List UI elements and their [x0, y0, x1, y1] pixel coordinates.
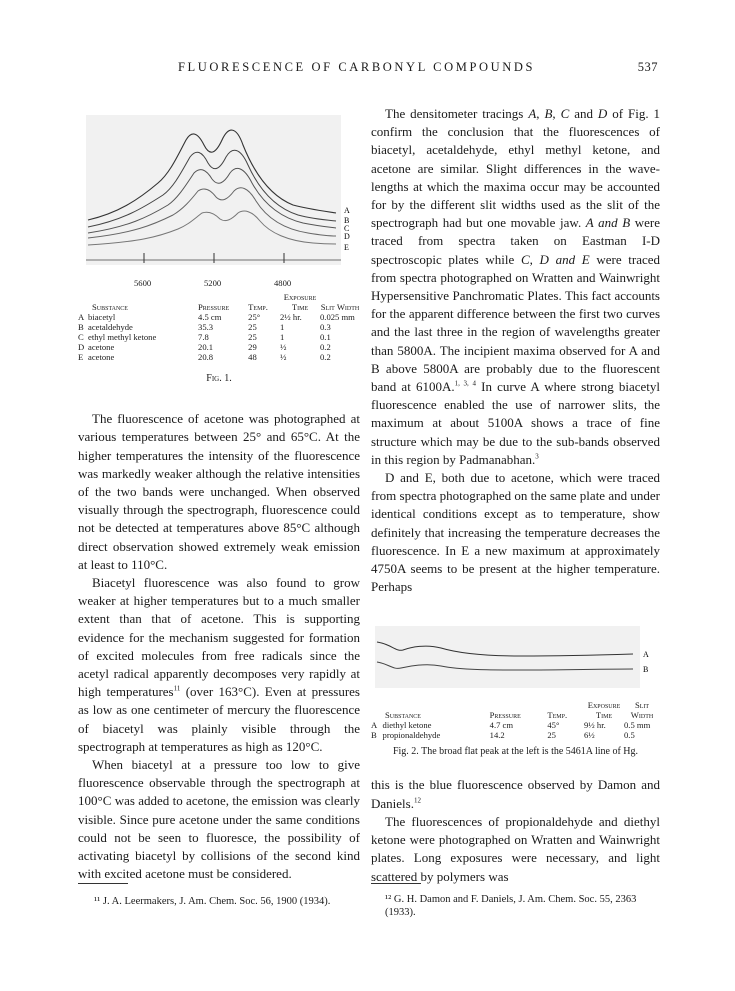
table-row — [78, 322, 360, 332]
row-exposure: ½ — [280, 342, 287, 352]
row-letter: A — [78, 312, 85, 322]
figure-2-plate-background — [375, 626, 640, 688]
row-temp: 29 — [248, 342, 257, 352]
table-header-row — [78, 292, 360, 312]
row-letter: D — [78, 342, 85, 352]
row-pressure: 20.1 — [198, 342, 214, 352]
header-substance: Substance — [92, 302, 128, 312]
wavelength-label-5200: 5200 — [204, 278, 222, 288]
header-pressure: Pressure — [198, 302, 230, 312]
p1-cont2: were traced from spectra photographed on Wratten and Wainwright Hypersensitive Panchromatic Plates. This fact accounts for the apparent difference between the first two curves and the last three in the region of wavelengths greater than 5800A. The incipient maxima observed for A and B above 5800A are probably due to the fluorescent band at 6100A. — [371, 251, 661, 395]
figure-2-caption: Fig. 2. The broad flat peak at the left is the 5461A line of Hg. — [392, 746, 639, 758]
footnote-ref-12: 12 — [413, 796, 421, 805]
row-letter: E — [78, 352, 84, 362]
row-temp: 48 — [248, 352, 257, 362]
row-substance: acetone — [88, 342, 115, 352]
row-substance: propionaldehyde — [382, 730, 441, 741]
footnote-12: ¹² G. H. Damon and F. Daniels, J. Am. Chem. Soc. 55, 2363 (1933). — [385, 894, 637, 918]
row-slit: 0.1 — [320, 332, 331, 342]
page-number: 537 — [637, 60, 658, 74]
curve-label-e: E — [344, 243, 349, 252]
row-slit: 0.025 mm — [320, 312, 355, 322]
p3-text: this is the blue fluorescence observed by Damon and Daniels. — [371, 777, 660, 811]
figure-1-table — [78, 292, 360, 362]
figure-2-table — [371, 700, 660, 740]
header-substance: Substance — [385, 710, 421, 721]
row-slit: 0.2 — [320, 342, 331, 352]
p1-cde: C, D and E — [520, 251, 590, 267]
figure-2 — [371, 622, 660, 758]
row-substance: acetaldehyde — [88, 322, 133, 332]
table-row — [78, 312, 360, 322]
row-temp: 25 — [248, 322, 257, 332]
footnote-ref-11: 11 — [173, 684, 181, 693]
row-slit: 0.5 — [624, 730, 635, 741]
table-header-row — [371, 700, 660, 720]
row-letter: A — [371, 720, 378, 731]
footnote-rule-left — [78, 883, 128, 884]
footnote-ref-3: 3 — [535, 452, 539, 461]
figure-2-densitometer-tracings — [371, 622, 660, 692]
header-pressure: Pressure — [489, 710, 521, 721]
figure-1-plate-background — [86, 115, 341, 265]
row-pressure: 35.3 — [198, 322, 214, 332]
footnote-rule-right — [371, 883, 421, 884]
row-exposure: 6½ — [584, 730, 595, 741]
curve-label-d: D — [344, 232, 350, 241]
row-pressure: 14.2 — [489, 730, 505, 741]
row-exposure: 2½ hr. — [280, 312, 302, 322]
right-paragraph-1: The densitometer tracings A, B, C and D of Fig. 1 confirm the conclusion that the fluorescences of biacetyl, acetaldehyde, ethyl methyl ketone, and acetone are similar. Slight differences in the wave-lengths at which the maxima occur may be accounted for by the different slit widths used as the slit of the spectrograph had but one movable jaw. A and B were traced from spectra taken on Eastman I-D spectroscopic plates while C, D and E were traced from spectra photographed on Wratten and Wainwright Hypersensitive Panchromatic Plates. This fact accounts for the apparent difference between the first two curves and the last three in the region of wavelengths greater than 5800A. The incipient maxima observed for A and B above 5800A are probably due to the fluorescent band at 6100A.$^{1, 3, 4}$ In curve A where strong biacetyl fluorescence enabled the use of narrower slits, the maximum at about 5100A shows a trace of fine structure which may be due to the sub-bands observed in this region by Padmanabhan.$^3$ — [371, 106, 661, 467]
table-row — [78, 352, 360, 362]
header-temp: Temp. — [248, 302, 268, 312]
figure-1-caption: Fig. 1. — [206, 373, 232, 384]
row-letter: B — [78, 322, 84, 332]
left-paragraph-2 — [78, 574, 360, 756]
header-exposure: Exposure Time — [283, 292, 317, 312]
left-column — [78, 105, 360, 883]
left-paragraph-2-cont: (over 163°C). Even at pressures as low as one centimeter of mercury the fluorescence of biacetyl was plainly visible through the spectrograph at temperatures as high as 120°C. — [78, 684, 360, 754]
row-temp: 25 — [248, 332, 257, 342]
footnote-11: ¹¹ J. A. Leermakers, J. Am. Chem. Soc. 56, 1900 (1934). — [94, 896, 331, 907]
table-row — [78, 332, 360, 342]
row-temp: 25° — [248, 312, 261, 322]
row-pressure: 4.5 cm — [198, 312, 222, 322]
curve-label-c: C — [344, 224, 350, 233]
row-substance: ethyl methyl ketone — [88, 332, 157, 342]
p1-cont3: In curve A where strong biacetyl fluorescence enabled the use of narrower slits, the maximum at about 5100A shows a trace of fine structure which may be due to the sub-bands observed in this region by Padmanabhan. — [371, 379, 660, 467]
header-exposure: Exposure Time — [587, 700, 621, 721]
row-substance: biacetyl — [88, 312, 116, 322]
table-row — [371, 720, 660, 730]
wavelength-label-5600: 5600 — [134, 278, 152, 288]
p1-before: The densitometer tracings — [385, 106, 529, 121]
row-exposure: 1 — [280, 322, 285, 332]
row-substance: diethyl ketone — [382, 720, 432, 731]
row-pressure: 20.8 — [198, 352, 214, 362]
table-row — [371, 730, 660, 740]
header-slit: Slit Width — [320, 302, 360, 312]
right-paragraph-3 — [371, 776, 660, 812]
p1-text: confirm the conclusion that the fluorescences of biacetyl, acetaldehyde, ethyl methyl ketone, and acetone are similar. Slight differences in the wave-lengths at which the maxima occur may be accounted for by the different slit widths used as the slit of the spectrograph had but one movable jaw. — [371, 124, 660, 231]
curve-label-b: B — [344, 216, 350, 225]
wavelength-axis-labels — [78, 274, 360, 288]
row-pressure: 7.8 — [198, 332, 209, 342]
header-slit: Slit Width — [630, 700, 654, 721]
row-exposure: ½ — [280, 352, 287, 362]
wavelength-label-4800: 4800 — [274, 278, 292, 288]
curve-label-a: A — [643, 650, 649, 660]
curve-label-a: A — [344, 206, 350, 215]
header-temp: Temp. — [547, 710, 568, 721]
row-slit: 0.5 mm — [624, 720, 651, 731]
footnote-ref-1-3-4: 1, 3, 4 — [454, 379, 476, 388]
left-paragraph-3: When biacetyl at a pressure too low to give fluorescence observable through the spectrograph at 100°C was added to acetone, the emission was clearly visible. Since pure acetone under the same conditions could not be seen to fluoresce, the possibility of activating biacetyl by collisions of the second kind with excited acetone must be considered. — [78, 757, 360, 882]
table-row — [78, 342, 360, 352]
curve-label-b: B — [643, 665, 649, 675]
left-paragraph-2-text: Biacetyl fluorescence was also found to grow weaker at higher temperatures but to a much smaller extent than that of acetone. This is supporting evidence for the mechanism suggested for formation of excited molecules from free radicals since the acetyl radical apparently decomposes very rapidly at high temperatures — [78, 575, 360, 700]
row-temp: 25 — [547, 730, 556, 741]
p1-ab: A and B — [585, 215, 631, 231]
figure-1-densitometer-tracings — [78, 105, 360, 270]
right-paragraph-4: The fluorescences of propionaldehyde and diethyl ketone were photographed on Wratten and Wainwright plates. Long exposures were necessary, and light scattered by polymers was — [371, 813, 660, 884]
row-pressure: 4.7 cm — [489, 720, 514, 731]
row-letter: B — [371, 730, 377, 741]
left-paragraph-1: The fluorescence of acetone was photographed at various temperatures between 25° and 65°C. At the higher temperatures the intensity of the fluorescence was markedly weaker although the relative intensities of the two bands were unchanged. When observed visually through the spectrograph, fluorescence could not be detected at temperatures above 85°C although direct observation showed extremely weak emission at least to 110°C. — [78, 411, 360, 572]
right-column — [371, 105, 660, 886]
right-paragraph-2: D and E, both due to acetone, which were traced from spectra photographed on the same plate and under identical conditions except as to temperature, show definitely that increasing the temperature decreases the fluorescence. In E a new maximum at approximately 4750A seems to be present at the higher temperature. Perhaps — [371, 470, 660, 595]
row-slit: 0.2 — [320, 352, 331, 362]
figure-1 — [78, 105, 360, 388]
row-exposure: 1 — [280, 332, 285, 342]
row-temp: 45° — [547, 720, 560, 731]
p1-cont1: were traced from spectra taken on Eastman I-D spectroscopic plates while — [371, 215, 660, 267]
row-slit: 0.3 — [320, 322, 331, 332]
running-title: FLUORESCENCE OF CARBONYL COMPOUNDS — [178, 60, 536, 74]
row-letter: C — [78, 332, 84, 342]
row-exposure: 9½ hr. — [584, 720, 606, 731]
row-substance: acetone — [88, 352, 115, 362]
